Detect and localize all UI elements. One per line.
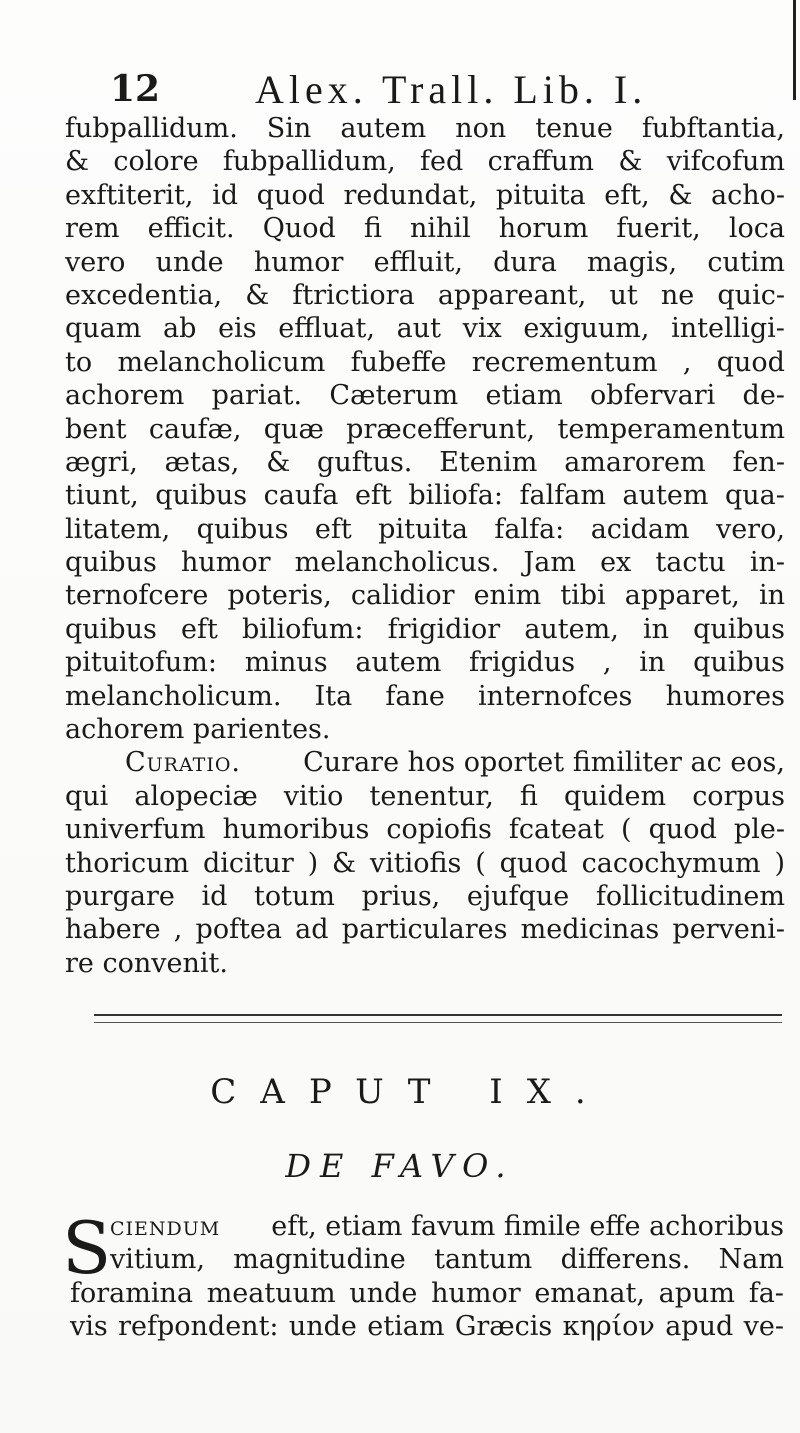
text-line: quibus eft biliofum: frigidior autem, in quibus — [65, 613, 785, 645]
text-line: rem efficit. Quod fi nihil horum fuerit, loca — [65, 213, 785, 245]
chapter-paragraph — [62, 1206, 784, 1344]
text-line: quibus humor melancholicus. Jam ex tactu in- — [65, 547, 785, 579]
text-line: achorem pariat. Cæterum etiam obfervari de- — [65, 380, 785, 412]
curatio-text: Curare hos oportet fimiliter ac eos, — [303, 747, 785, 779]
text-line: excedentia, & ftrictiora appareant, ut ne quic- — [65, 279, 785, 311]
text-line: litatem, quibus eft pituita falfa: acidam vero, — [65, 513, 785, 545]
page-number: 12 — [110, 68, 161, 110]
running-head — [0, 60, 800, 110]
text-line: bent caufæ, quæ præcefferunt, temperamentum — [65, 413, 785, 445]
text-line: univerfum humoribus copiofis fcateat ( quod ple- — [65, 814, 785, 846]
curatio-label: Curatio. — [125, 747, 241, 779]
text-line: exftiterit, id quod redundat, pituita eft, & acho- — [65, 179, 785, 211]
curatio-first-line — [65, 746, 785, 779]
main-paragraph — [65, 112, 785, 980]
text-line: melancholicum. Ita fane internofces humores — [65, 680, 785, 712]
text-line — [62, 1210, 784, 1243]
text-line: vis refpondent: unde etiam Græcis κηρίον apud ve- — [70, 1311, 784, 1343]
text-line: foramina meatuum unde humor emanat, apum fa- — [70, 1277, 784, 1309]
text-line: vero unde humor effluit, dura magis, cutim — [65, 246, 785, 278]
text-line: ternofcere poteris, calidior enim tibi apparet, in — [65, 580, 785, 612]
text-line: pituitofum: minus autem frigidus , in quibus — [65, 647, 785, 679]
text-line: & colore fubpallidum, fed craffum & vifcofum — [65, 146, 785, 178]
text-line: purgare id totum prius, ejufque follicitudinem — [65, 880, 785, 912]
chapter-subtitle: DE FAVO. — [285, 1147, 515, 1185]
first-word: ciendum — [110, 1211, 221, 1242]
section-divider — [94, 1014, 782, 1023]
first-line-text: eft, etiam favum fimile effe achoribus — [271, 1211, 784, 1242]
text-line: to melancholicum fubeffe recrementum , quod — [65, 346, 785, 378]
running-title: Alex. Trall. Lib. I. — [255, 67, 648, 112]
text-line: quam ab eis effluat, aut vix exiguum, intelligi- — [65, 313, 785, 345]
text-line: re convenit. — [65, 947, 228, 979]
text-line: vitium, magnitudine tantum differens. Nam — [110, 1244, 784, 1276]
text-line: qui alopeciæ vitio tenentur, fi quidem corpus — [65, 780, 785, 812]
text-line: habere , poftea ad particulares medicinas perveni- — [65, 914, 785, 946]
drop-cap: S — [62, 1206, 112, 1290]
chapter-heading: CAPUT IX. — [210, 1072, 610, 1112]
text-line: achorem parientes. — [65, 714, 331, 746]
text-line: tiunt, quibus caufa eft biliofa: falfam autem qua- — [65, 480, 785, 512]
text-line: fubpallidum. Sin autem non tenue fubftantia, — [65, 113, 785, 144]
text-line: ægri, ætas, & guftus. Etenim amarorem fen- — [65, 446, 785, 478]
text-line: thoricum dicitur ) & vitiofis ( quod cacochymum ) — [65, 847, 785, 879]
